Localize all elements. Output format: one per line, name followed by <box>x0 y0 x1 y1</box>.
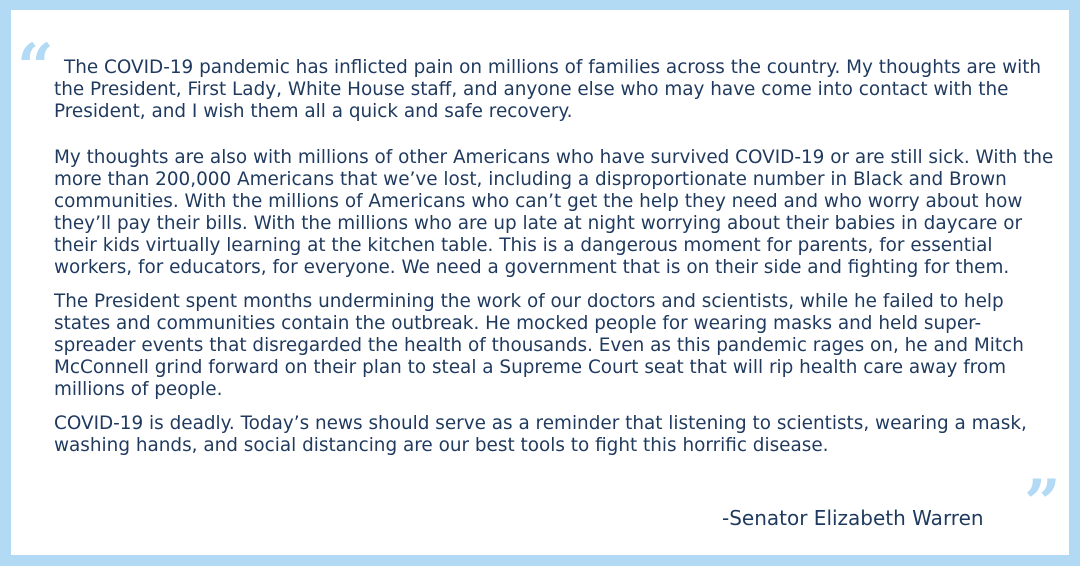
quote-card <box>11 10 1069 555</box>
statement-paragraph-2: My thoughts are also with millions of other Americans who have survived COVID-19 or are still sick. With the more than 200,000 Americans that we’ve lost, including a disproportionate number in Black and Brown communities. With the millions of Americans who can’t get the help they need and who worry about how they’ll pay their bills. With the millions who are up late at night worrying about their babies in daycare or their kids virtually learning at the kitchen table. This is a dangerous moment for parents, for essential workers, for educators, for everyone. We need a government that is on their side and fighting for them. <box>54 147 1054 278</box>
statement-paragraph-1: The COVID-19 pandemic has inflicted pain on millions of families across the country. My thoughts are with the President, First Lady, White House staff, and anyone else who may have come into contact with the President, and I wish them all a quick and safe recovery. <box>54 57 1042 122</box>
statement-paragraph-3: The President spent months undermining the work of our doctors and scientists, while he failed to help states and communities contain the outbreak. He mocked people for wearing masks and held super-spreader events that disregarded the health of thousands. Even as this pandemic rages on, he and Mitch McConnell grind forward on their plan to steal a Supreme Court seat that will rip health care away from millions of people. <box>54 291 1024 400</box>
statement-paragraph-4: COVID-19 is deadly. Today’s news should serve as a reminder that listening to scientists, wearing a mask, washing hands, and social distancing are our best tools to fight this horrific disease. <box>54 413 1027 456</box>
statement-body <box>54 57 1054 457</box>
signature: -Senator Elizabeth Warren <box>722 506 984 530</box>
open-quote-icon: “ <box>17 30 54 105</box>
close-quote-icon: ” <box>1024 466 1061 541</box>
